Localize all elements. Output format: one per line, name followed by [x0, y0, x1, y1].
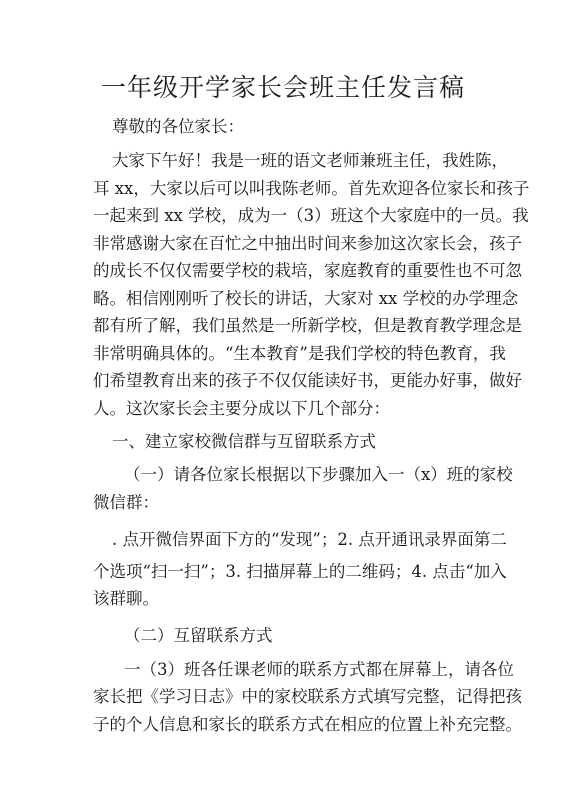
paragraph-line: 非常明确具体的。“生本教育”是我们学校的特色教育，我: [93, 344, 506, 363]
document-title: 一年级开学家长会班主任发言稿: [100, 73, 465, 102]
subsection-line: 子的个人信息和家长的联系方式在相应的位置上补充完整。: [93, 715, 522, 734]
section-heading: 一、建立家校微信群与互留联系方式: [112, 432, 376, 451]
paragraph-line: 人。这次家长会主要分成以下几个部分：: [93, 399, 390, 418]
paragraph-line: 大家下午好！我是一班的语文老师兼班主任，我姓陈，: [112, 151, 508, 170]
paragraph-line: 们希望教育出来的孩子不仅仅能读好书，更能办好事，做好: [93, 371, 522, 390]
paragraph-line: 一起来到 xx 学校，成为一（3）班这个大家庭中的一员。我: [93, 206, 529, 225]
subsection-line: （一）请各位家长根据以下步骤加入一（x）班的家校: [124, 465, 513, 484]
salutation: 尊敬的各位家长：: [112, 117, 244, 136]
steps-line: . 点开微信界面下方的“发现”；2. 点开通讯录界面第二: [112, 530, 507, 549]
paragraph-line: 都有所了解，我们虽然是一所新学校，但是教育教学理念是: [93, 316, 522, 335]
subsection-heading: （二）互留联系方式: [124, 626, 273, 645]
subsection-line: 家长把《学习日志》中的家校联系方式填写完整，记得把孩: [93, 687, 522, 706]
paragraph-line: 耳 xx，大家以后可以叫我陈老师。首先欢迎各位家长和孩子: [93, 179, 530, 198]
paragraph-line: 略。相信刚刚听了校长的讲话，大家对 xx 学校的办学理念: [93, 289, 519, 308]
subsection-line: 一（3）班各任课老师的联系方式都在屏幕上，请各位: [124, 660, 514, 679]
subsection-line: 微信群：: [93, 493, 159, 512]
steps-line: 个选项“扫一扫”；3. 扫描屏幕上的二维码；4. 点击“加入: [93, 562, 507, 581]
paragraph-line: 的成长不仅仅需要学校的栽培，家庭教育的重要性也不可忽: [93, 261, 522, 280]
steps-line: 该群聊。: [93, 589, 159, 608]
paragraph-line: 非常感谢大家在百忙之中抽出时间来参加这次家长会，孩子: [93, 234, 522, 253]
